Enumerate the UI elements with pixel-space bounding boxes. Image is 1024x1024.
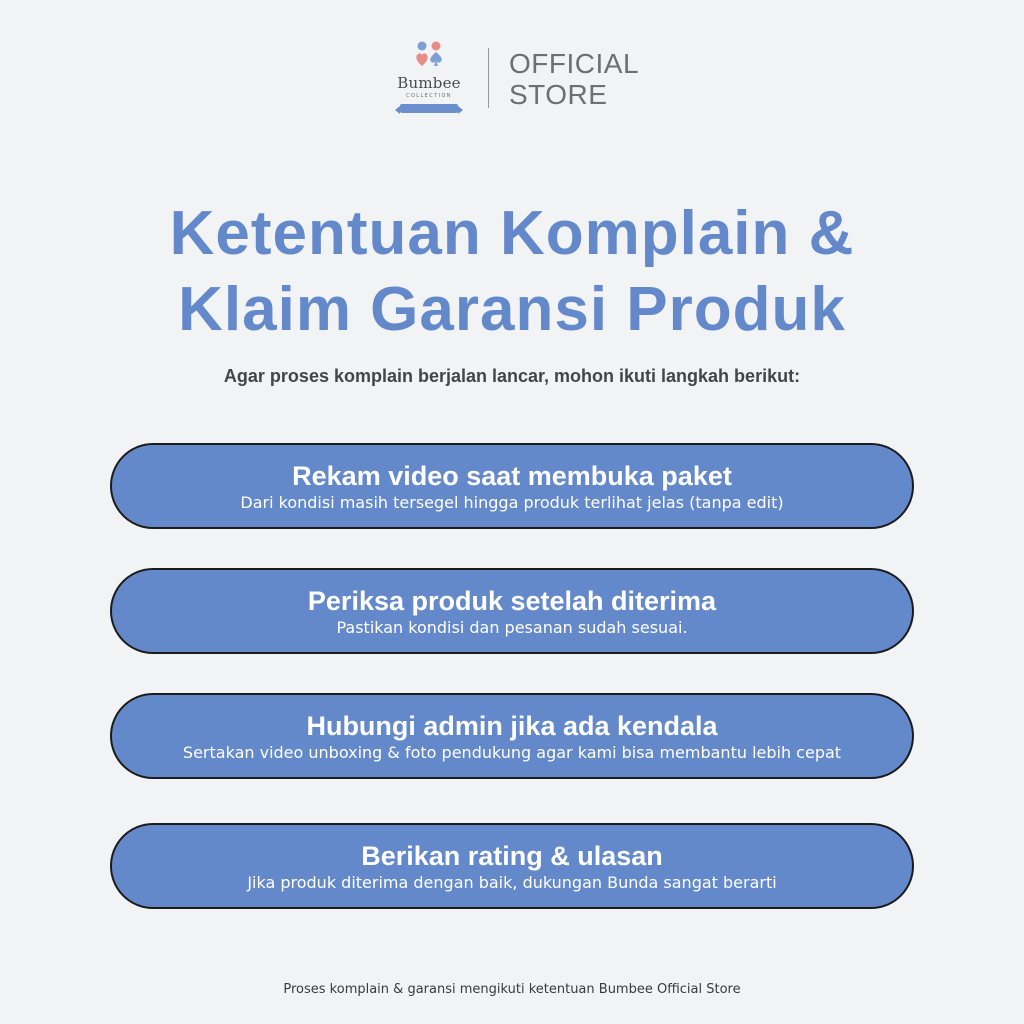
step-check-product bbox=[110, 568, 914, 654]
page-title bbox=[0, 196, 1024, 348]
logo-ribbon bbox=[400, 104, 458, 113]
official-label: OFFICIAL bbox=[509, 48, 640, 79]
step-description: Jika produk diterima dengan baik, dukungan Bunda sangat berarti bbox=[247, 872, 777, 892]
bumbee-logo bbox=[386, 36, 472, 122]
logo-wordmark: Bumbee bbox=[397, 74, 461, 92]
step-contact-admin bbox=[110, 693, 914, 779]
step-description: Sertakan video unboxing & foto pendukung agar kami bisa membantu lebih cepat bbox=[182, 742, 842, 762]
step-title: Periksa produk setelah diterima bbox=[307, 585, 717, 616]
step-title: Berikan rating & ulasan bbox=[361, 840, 663, 871]
step-give-rating bbox=[110, 823, 914, 909]
page-title-line-2: Klaim Garansi Produk bbox=[178, 275, 846, 344]
step-title: Rekam video saat membuka paket bbox=[292, 460, 732, 491]
page-title-line-1: Ketentuan Komplain & bbox=[169, 199, 855, 268]
step-description: Pastikan kondisi dan pesanan sudah sesuai. bbox=[336, 617, 688, 637]
store-label: STORE bbox=[509, 79, 608, 110]
page-subtitle: Agar proses komplain berjalan lancar, mohon ikuti langkah berikut: bbox=[223, 366, 801, 386]
brand-header bbox=[0, 36, 1024, 122]
footer-note: Proses komplain & garansi mengikuti ketentuan Bumbee Official Store bbox=[283, 982, 741, 997]
logo-subtext: COLLECTION bbox=[406, 93, 452, 99]
step-description: Dari kondisi masih tersegel hingga produk terlihat jelas (tanpa edit) bbox=[240, 492, 784, 512]
step-record-video bbox=[110, 443, 914, 529]
brand-divider bbox=[488, 48, 489, 108]
step-title: Hubungi admin jika ada kendala bbox=[306, 710, 718, 741]
logo-icon bbox=[413, 40, 445, 72]
